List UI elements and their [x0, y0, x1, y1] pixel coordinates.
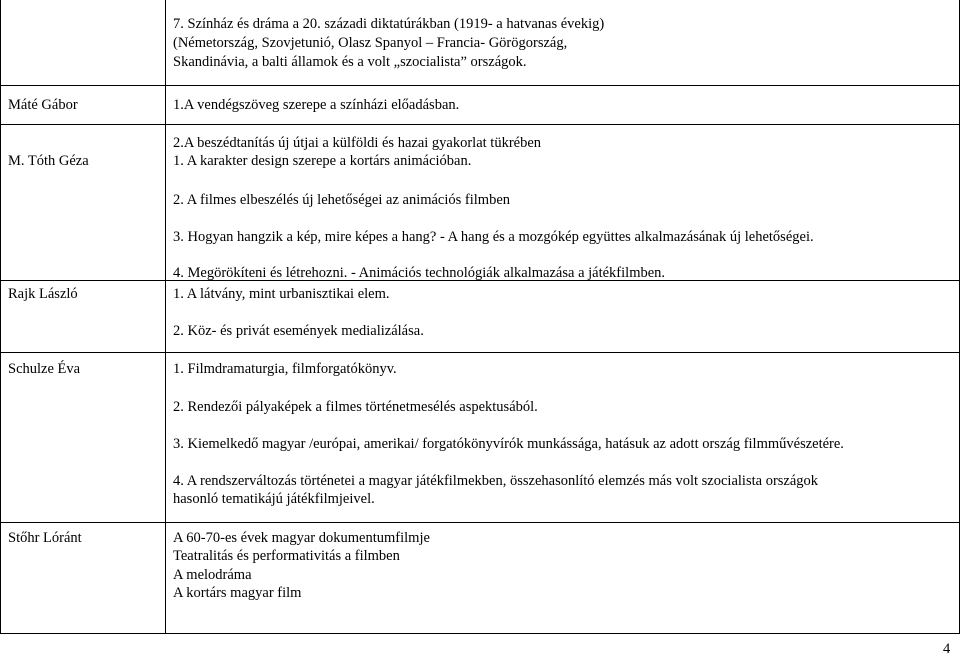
topic-text: A 60-70-es évek magyar dokumentumfilmje [173, 530, 430, 546]
topic-text: 2. Rendezői pályaképek a filmes történetmesélés aspektusából. [173, 399, 538, 415]
topic-text: (Németország, Szovjetunió, Olasz Spanyol – Francia- Görögország, [173, 35, 568, 51]
topic-text: 1. A karakter design szerepe a kortárs animációban. [173, 153, 472, 169]
topic-text: A melodráma [173, 567, 252, 583]
row-divider [0, 85, 960, 86]
supervisor-name: M. Tóth Géza [8, 153, 89, 169]
topic-text: Teatralitás és performativitás a filmben [173, 548, 400, 564]
topic-text: 3. Kiemelkedő magyar /európai, amerikai/ forgatókönyvírók munkássága, hatásuk az adott ország filmművészetére. [173, 436, 844, 452]
page-number: 4 [943, 641, 951, 657]
supervisor-name: Stőhr Lóránt [8, 530, 82, 546]
topic-text: 2. Köz- és privát események medializálása. [173, 323, 424, 339]
topic-text: 2. A filmes elbeszélés új lehetőségei az animációs filmben [173, 192, 511, 208]
supervisor-name: Schulze Éva [8, 361, 81, 377]
row-divider [0, 352, 960, 353]
topic-text: A kortárs magyar film [173, 585, 302, 601]
table-border-bottom [0, 633, 960, 634]
topic-text: 7. Színház és dráma a 20. századi diktatúrákban (1919- a hatvanas évekig) [173, 16, 605, 32]
topic-text: 4. A rendszerváltozás történetei a magyar játékfilmekben, összehasonlító elemzés más volt szocialista országok [173, 473, 819, 489]
topic-text: 1.A vendégszöveg szerepe a színházi előadásban. [173, 97, 460, 113]
topic-text: 1. A látvány, mint urbanisztikai elem. [173, 286, 390, 302]
row-divider [0, 522, 960, 523]
supervisor-name: Máté Gábor [8, 97, 78, 113]
topic-text: Skandinávia, a balti államok és a volt „szocialista” országok. [173, 54, 527, 70]
topic-text: 3. Hogyan hangzik a kép, mire képes a hang? - A hang és a mozgókép együttes alkalmazásának új lehetőségei. [173, 229, 814, 245]
table-border-left [0, 0, 1, 634]
topic-text: hasonló tematikájú játékfilmjeivel. [173, 491, 375, 507]
topic-text: 4. Megörökíteni és létrehozni. - Animációs technológiák alkalmazása a játékfilmben. [173, 265, 666, 281]
topic-text: 1. Filmdramaturgia, filmforgatókönyv. [173, 361, 397, 377]
column-divider [165, 0, 166, 634]
row-divider [0, 124, 960, 125]
topic-text: 2.A beszédtanítás új útjai a külföldi és hazai gyakorlat tükrében [173, 135, 542, 151]
supervisor-name: Rajk László [8, 286, 78, 302]
